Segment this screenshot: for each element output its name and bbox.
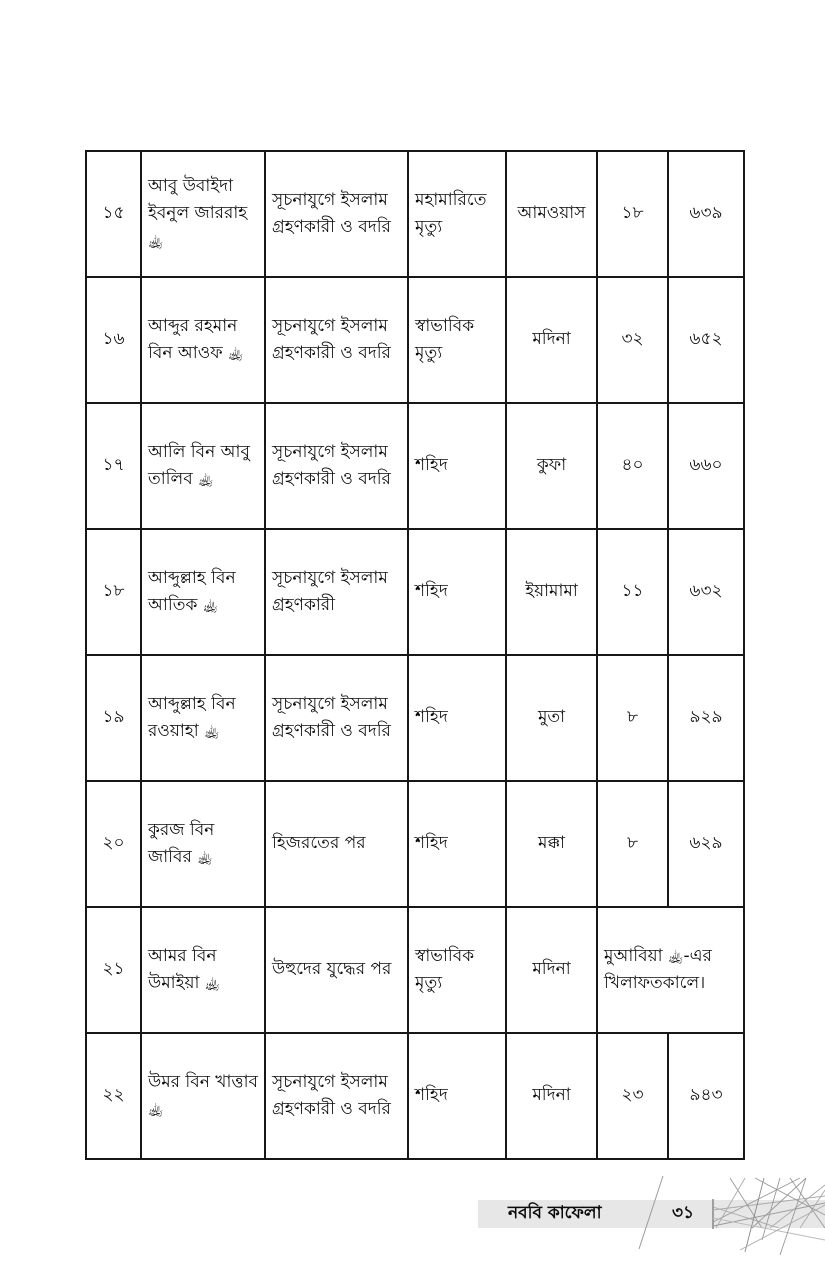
cell-profile: সূচনাযুগে ইসলাম গ্রহণকারী ও বদরি xyxy=(265,277,408,403)
table-row xyxy=(86,655,744,781)
cell-profile: সূচনাযুগে ইসলাম গ্রহণকারী ও বদরি xyxy=(265,655,408,781)
footer-page-number: ৩১ xyxy=(671,1203,695,1223)
table-row xyxy=(86,529,744,655)
cell-profile: সূচনাযুগে ইসলাম গ্রহণকারী ও বদরি xyxy=(265,1033,408,1159)
cell-place: মদিনা xyxy=(506,907,597,1033)
cell-profile: সূচনাযুগে ইসলাম গ্রহণকারী ও বদরি xyxy=(265,403,408,529)
cell-ce-year: ৯৪৩ xyxy=(668,1033,744,1159)
cell-place: মদিনা xyxy=(506,1033,597,1159)
cell-serial: ২০ xyxy=(86,781,141,907)
cell-place: মদিনা xyxy=(506,277,597,403)
cell-ce-year: ৬৩৯ xyxy=(668,151,744,277)
cell-ce-year: ৯২৯ xyxy=(668,655,744,781)
cell-death-cause: শহিদ xyxy=(408,403,506,529)
cell-name: আবু উবাইদা ইবনুল জাররাহ ﵀ xyxy=(141,151,265,277)
cell-death-cause: শহিদ xyxy=(408,1033,506,1159)
cell-name: উমর বিন খাত্তাব ﵀ xyxy=(141,1033,265,1159)
table-row xyxy=(86,151,744,277)
cell-profile: সূচনাযুগে ইসলাম গ্রহণকারী xyxy=(265,529,408,655)
cell-profile: হিজরতের পর xyxy=(265,781,408,907)
cell-hijri-year: ৮ xyxy=(597,655,668,781)
cell-hijri-year: ১৮ xyxy=(597,151,668,277)
cell-place: কুফা xyxy=(506,403,597,529)
cell-name: আব্দুল্লাহ বিন রওয়াহা ﵀ xyxy=(141,655,265,781)
cell-hijri-year: ১১ xyxy=(597,529,668,655)
cell-ce-year: ৬৩২ xyxy=(668,529,744,655)
cell-hijri-year: ৮ xyxy=(597,781,668,907)
cell-death-cause: শহিদ xyxy=(408,655,506,781)
cell-death-cause: মহামারিতে মৃত্যু xyxy=(408,151,506,277)
cell-serial: ১৫ xyxy=(86,151,141,277)
cell-name: আব্দুর রহমান বিন আওফ ﵀ xyxy=(141,277,265,403)
cell-death-cause: স্বাভাবিক মৃত্যু xyxy=(408,907,506,1033)
cell-caliphate-note: মুআবিয়া ﵀-এর খিলাফতকালে। xyxy=(597,907,744,1033)
cell-hijri-year: ২৩ xyxy=(597,1033,668,1159)
footer-book-title: নববি কাফেলা xyxy=(508,1203,602,1223)
table-row xyxy=(86,1033,744,1159)
cell-name: আব্দুল্লাহ বিন আতিক ﵀ xyxy=(141,529,265,655)
cell-profile: সূচনাযুগে ইসলাম গ্রহণকারী ও বদরি xyxy=(265,151,408,277)
cell-serial: ১৯ xyxy=(86,655,141,781)
table-row xyxy=(86,781,744,907)
footer-band xyxy=(478,1200,825,1228)
cell-place: ইয়ামামা xyxy=(506,529,597,655)
cell-ce-year: ৬২৯ xyxy=(668,781,744,907)
cell-place: আমওয়াস xyxy=(506,151,597,277)
table-row xyxy=(86,277,744,403)
cell-hijri-year: ৩২ xyxy=(597,277,668,403)
cell-serial: ২১ xyxy=(86,907,141,1033)
cell-death-cause: শহিদ xyxy=(408,781,506,907)
cell-serial: ১৮ xyxy=(86,529,141,655)
table-row xyxy=(86,907,744,1033)
cell-hijri-year: ৪০ xyxy=(597,403,668,529)
cell-profile: উহুদের যুদ্ধের পর xyxy=(265,907,408,1033)
cell-ce-year: ৬৬০ xyxy=(668,403,744,529)
cell-name: আমর বিন উমাইয়া ﵀ xyxy=(141,907,265,1033)
cell-name: আলি বিন আবু তালিব ﵀ xyxy=(141,403,265,529)
cell-serial: ১৭ xyxy=(86,403,141,529)
cell-name: কুরজ বিন জাবির ﵀ xyxy=(141,781,265,907)
cell-ce-year: ৬৫২ xyxy=(668,277,744,403)
cell-serial: ২২ xyxy=(86,1033,141,1159)
companions-table xyxy=(85,150,745,1160)
table-row xyxy=(86,403,744,529)
cell-death-cause: স্বাভাবিক মৃত্যু xyxy=(408,277,506,403)
cell-serial: ১৬ xyxy=(86,277,141,403)
cell-place: মক্কা xyxy=(506,781,597,907)
cell-place: মুতা xyxy=(506,655,597,781)
cell-death-cause: শহিদ xyxy=(408,529,506,655)
